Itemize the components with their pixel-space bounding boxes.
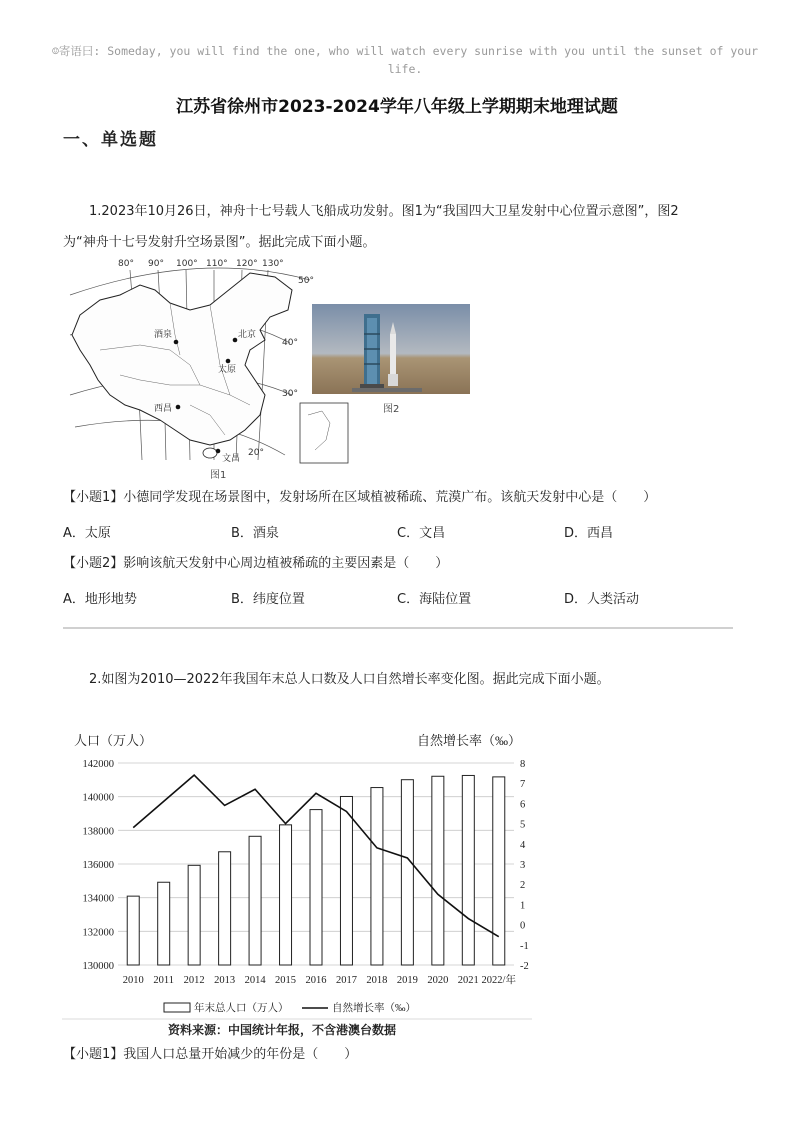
x-tick-label: 2015 — [275, 975, 297, 986]
population-bar — [432, 776, 444, 965]
population-bar — [280, 825, 292, 965]
china-launch-centers-map — [60, 255, 350, 480]
left-tick-label: 136000 — [82, 860, 114, 871]
map-caption: 图1 — [210, 470, 227, 481]
q1-sub2-option-c[interactable]: C．海陆位置 — [397, 592, 472, 607]
legend-bar-label: 年末总人口（万人） — [194, 1003, 289, 1014]
x-tick-label: 2022/年 — [481, 975, 516, 986]
x-tick-label: 2011 — [153, 975, 175, 986]
q1-stem-line1: 1.2023年10月26日，神舟十七号载人飞船成功发射。图1为“我国四大卫星发射中心位置示意图”，图2 — [89, 204, 679, 219]
x-tick-label: 2019 — [396, 975, 418, 986]
legend-line-label: 自然增长率（‰） — [332, 1003, 416, 1014]
q1-sub2-option-a[interactable]: A．地形地势 — [63, 592, 137, 607]
population-bar — [493, 777, 505, 965]
population-bar — [249, 836, 261, 965]
right-axis-title: 自然增长率（‰） — [417, 733, 522, 748]
map-place-label: 太原 — [218, 365, 237, 375]
map-longitude-label: 130° — [262, 259, 284, 269]
map-latitude-label: 20° — [248, 448, 264, 458]
population-bar — [462, 775, 474, 965]
beijing-marker — [233, 338, 238, 343]
map-longitude-label: 90° — [148, 259, 164, 269]
right-tick-label: 5 — [520, 819, 526, 831]
x-tick-label: 2016 — [305, 975, 327, 986]
right-tick-label: 8 — [520, 759, 526, 770]
x-tick-label: 2018 — [366, 975, 388, 986]
q1-sub2-option-d[interactable]: D．人类活动 — [564, 592, 640, 607]
map-place-label: 西昌 — [154, 404, 173, 414]
population-bar — [340, 796, 352, 965]
population-bar — [371, 788, 383, 965]
q2-stem: 2.如图为2010—2022年我国年末总人口数及人口自然增长率变化图。据此完成下面小题。 — [89, 672, 610, 687]
page-title: 江苏省徐州市2023-2024学年八年级上学期期末地理试题 — [176, 97, 618, 117]
map-place-label: 文昌 — [222, 454, 241, 464]
x-tick-label: 2012 — [183, 975, 205, 986]
rocket-launch-photo — [312, 304, 470, 394]
map-latitude-label: 50° — [298, 276, 314, 286]
right-tick-label: -1 — [520, 940, 529, 952]
left-tick-label: 140000 — [82, 792, 114, 804]
population-bar — [158, 882, 170, 965]
q1-stem-line2: 为“神舟十七号发射升空场景图”。据此完成下面小题。 — [63, 235, 376, 250]
q2-sub1-stem: 【小题1】我国人口总量开始减少的年份是（ ） — [63, 1047, 358, 1062]
right-tick-label: -2 — [520, 961, 529, 972]
q1-sub2-option-b[interactable]: B．纬度位置 — [231, 592, 305, 607]
legend-bar-swatch — [164, 1003, 190, 1012]
chart-source: 资料来源：中国统计年报，不含港澳台数据 — [168, 1023, 397, 1037]
section-heading: 一、单选题 — [63, 130, 158, 150]
left-axis-title: 人口（万人） — [74, 733, 153, 748]
left-tick-label: 132000 — [82, 927, 114, 939]
x-tick-label: 2020 — [427, 975, 449, 986]
wenchang-marker — [216, 449, 221, 454]
x-tick-label: 2013 — [214, 975, 236, 986]
q1-sub1-option-c[interactable]: C．文昌 — [397, 526, 446, 541]
population-bar — [219, 852, 231, 965]
x-tick-label: 2014 — [244, 975, 266, 986]
right-tick-label: 0 — [520, 920, 526, 932]
q1-sub1-stem: 【小题1】小德同学发现在场景图中，发射场所在区域植被稀疏、荒漠广布。该航天发射中心是（ ） — [63, 490, 657, 505]
q1-sub2-stem: 【小题2】影响该航天发射中心周边植被稀疏的主要因素是（ ） — [63, 556, 449, 571]
left-tick-label: 130000 — [82, 961, 114, 972]
x-tick-label: 2021 — [457, 975, 479, 986]
population-bar — [127, 896, 139, 965]
map-longitude-label: 110° — [206, 259, 228, 269]
left-tick-label: 134000 — [82, 893, 114, 905]
map-latitude-label: 30° — [282, 389, 298, 399]
right-tick-label: 3 — [520, 860, 526, 871]
population-bar — [310, 810, 322, 965]
right-tick-label: 7 — [520, 779, 526, 791]
left-tick-label: 142000 — [82, 759, 114, 770]
x-tick-label: 2010 — [122, 975, 144, 986]
right-tick-label: 4 — [520, 839, 526, 851]
population-chart — [62, 725, 537, 1025]
taiyuan-marker — [226, 359, 231, 364]
question-divider — [63, 627, 733, 629]
right-tick-label: 2 — [520, 880, 526, 892]
population-bar — [401, 780, 413, 965]
motto-text: ☺寄语曰: Someday, you will find the one, who will watch every sunrise with you until the sunset of your life. — [51, 44, 759, 76]
q1-sub1-option-b[interactable]: B．酒泉 — [231, 526, 279, 541]
x-tick-label: 2017 — [335, 975, 357, 986]
right-tick-label: 1 — [520, 900, 526, 912]
left-tick-label: 138000 — [82, 826, 114, 838]
map-latitude-label: 40° — [282, 338, 298, 348]
map-longitude-label: 80° — [118, 259, 134, 269]
map-longitude-label: 120° — [236, 259, 258, 269]
population-bar — [188, 865, 200, 965]
q1-sub1-option-d[interactable]: D．西昌 — [564, 526, 614, 541]
right-tick-label: 6 — [520, 799, 526, 811]
map-longitude-label: 100° — [176, 259, 198, 269]
map-place-label: 北京 — [238, 330, 257, 340]
map-place-label: 酒泉 — [154, 330, 173, 340]
photo-caption: 图2 — [383, 404, 400, 415]
xichang-marker — [176, 405, 181, 410]
q1-sub1-option-a[interactable]: A．太原 — [63, 526, 111, 541]
jiuquan-marker — [174, 340, 179, 345]
